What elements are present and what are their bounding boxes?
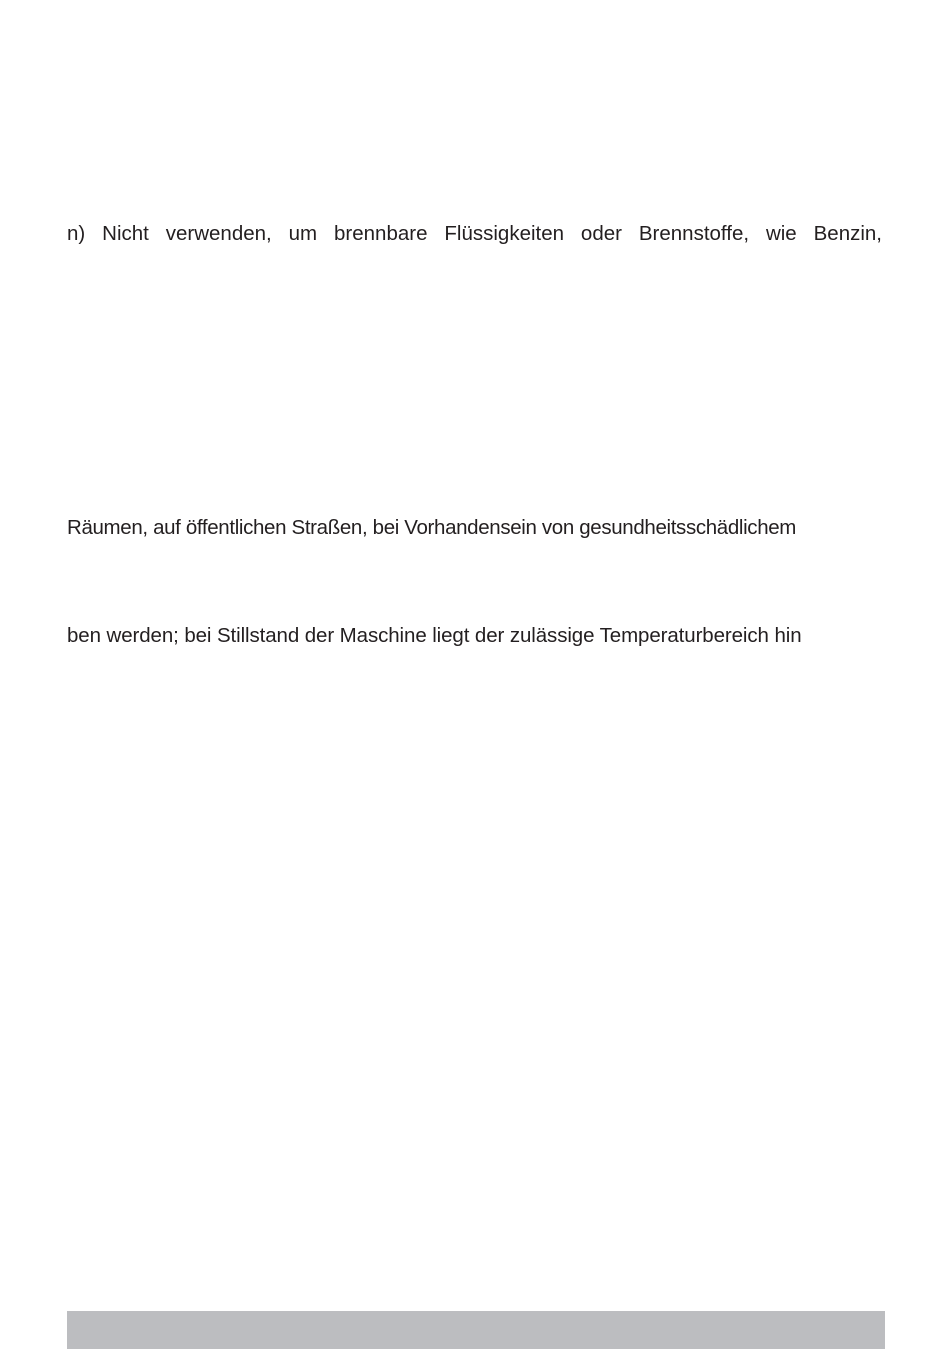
- text-line-1: n) Nicht verwenden, um brennbare Flüssigkeiten oder Brennstoffe, wie Benzin,: [67, 222, 882, 245]
- text-line-3: ben werden; bei Stillstand der Maschine liegt der zulässige Temperaturbereich hin: [67, 624, 802, 647]
- text-line-2: Räumen, auf öffentlichen Straßen, bei Vorhandensein von gesundheitsschädlichem: [67, 516, 797, 539]
- footer-bar: [67, 1311, 885, 1349]
